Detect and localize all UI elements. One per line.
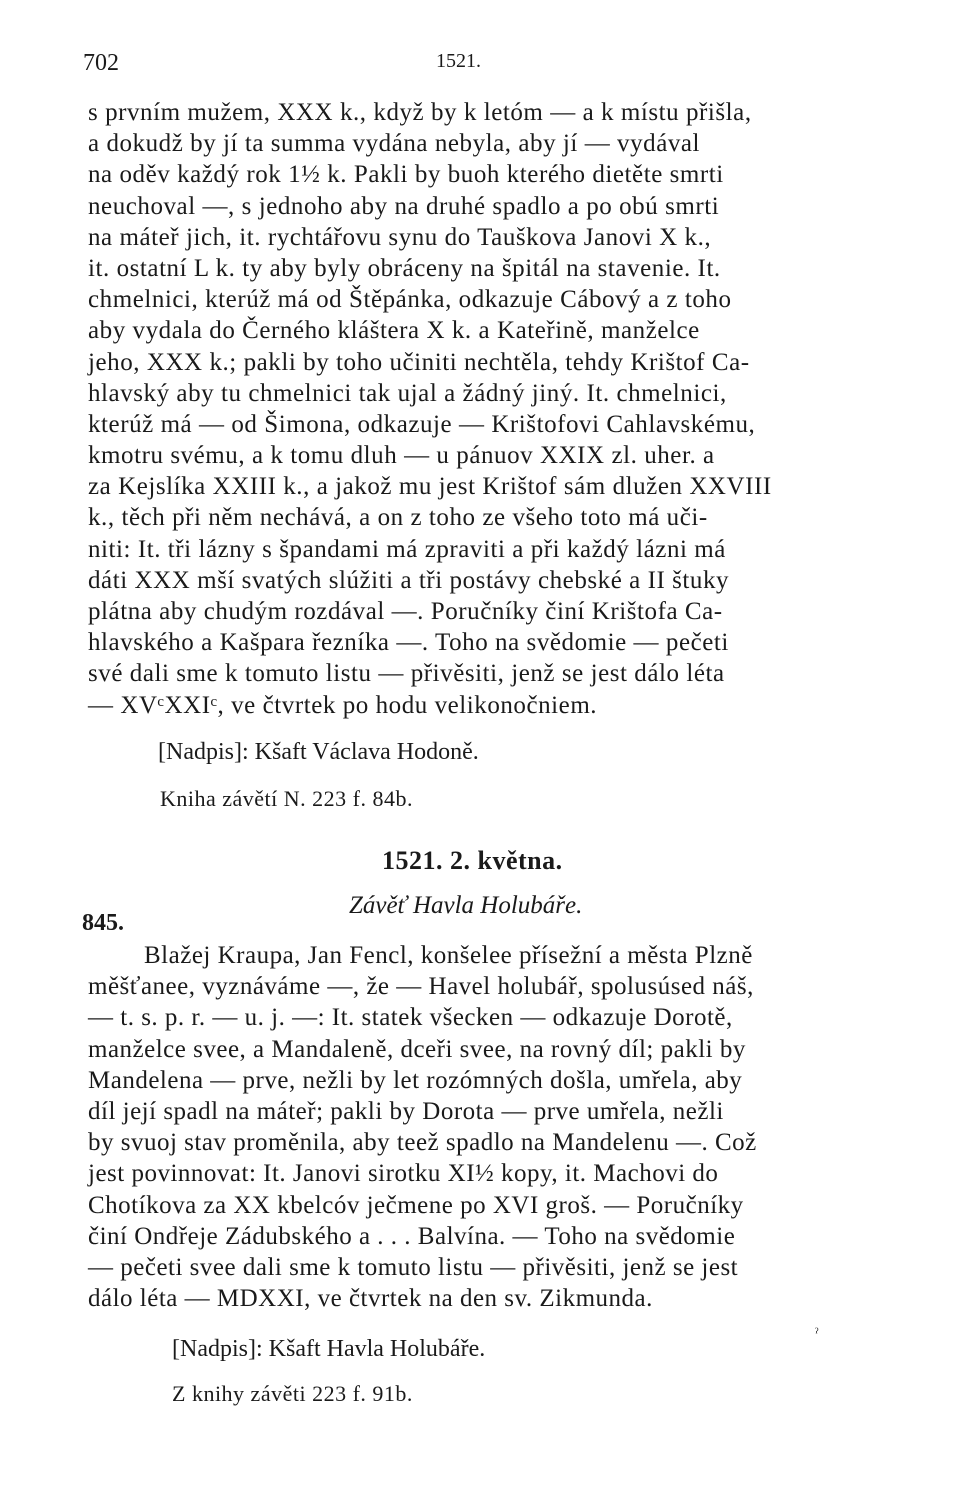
text-line: činí Ondřeje Zádubského a . . . Balvína. — Toho na svědomie	[88, 1222, 736, 1250]
text-line: neuchoval —, s jednoho aby na druhé spadlo a po obú smrti	[88, 192, 720, 220]
entry-844-source: Kniha závětí N. 223 f. 84b.	[160, 786, 413, 811]
text-line: chmelnici, kterúž má od Štěpánka, odkazuje Cábový a z toho	[88, 286, 732, 314]
text-line: manželce svee, a Mandaleně, dceři svee, na rovný díl; pakli by	[88, 1035, 746, 1063]
text-line: své dali sme k tomuto listu — přivěsiti, jenž se jest dálo léta	[88, 660, 725, 688]
text-line: jeho, XXX k.; pakli by toho učiniti nechtěla, tehdy Krištof Ca-	[88, 348, 750, 376]
text-line: na máteř jich, it. rychtářovu synu do Tauškova Janovi X k.,	[88, 223, 712, 251]
text-line: hlavský aby tu chmelnici tak ujal a žádný jiný. It. chmelnici,	[88, 379, 727, 407]
text-line: niti: It. tři lázny s špandami má zpraviti a při každý lázni má	[88, 535, 726, 563]
text-line: a dokudž by jí ta summa vydána nebyla, aby jí — vydával	[88, 130, 701, 158]
text-line: měšťanee, vyznáváme —, že — Havel holubář, spolusúsed náš,	[88, 973, 754, 1001]
text-line: s prvním mužem, XXX k., když by k letóm — a k místu přišla,	[88, 99, 752, 126]
running-year: 1521.	[436, 50, 481, 72]
text-line: Blažej Kraupa, Jan Fencl, konšelee přísežní a města Plzně	[144, 942, 753, 969]
text-line: — pečeti svee dali sme k tomuto listu — přivěsiti, jenž se jest	[88, 1253, 739, 1281]
ink-dot-mark: ˀ	[815, 1326, 819, 1341]
text-line: k., těch při něm nechává, a on z toho ze všeho toto má uči-	[88, 504, 708, 532]
entry-844-nadpis: [Nadpis]: Kšaft Václava Hodoně.	[158, 739, 479, 765]
entry-845-text	[88, 940, 878, 1314]
text-line: — t. s. p. r. — u. j. —: It. statek všecken — odkazuje Dorotě,	[88, 1004, 733, 1032]
entry-845-nadpis: [Nadpis]: Kšaft Havla Holubáře.	[172, 1336, 486, 1362]
text-line: — XVᶜXXIᶜ, ve čtvrtek po hodu velikonočniem.	[88, 691, 598, 719]
entry-844-text	[88, 97, 878, 721]
text-line: kmotru svému, a k tomu dluh — u pánuov XXIX zl. uher. a	[88, 442, 715, 470]
entry-845-source: Z knihy závěti 223 f. 91b.	[172, 1381, 413, 1406]
text-line: jest povinnovat: It. Janovi sirotku XI½ kopy, it. Machovi do	[88, 1160, 719, 1188]
text-line: na oděv každý rok 1½ k. Pakli by buoh kterého dietěte smrti	[88, 161, 724, 189]
text-line: dáti XXX mší svatých slúžiti a tři postávy chebské a II štuky	[88, 566, 730, 594]
text-line: hlavského a Kašpara řezníka —. Toho na svědomie — pečeti	[88, 629, 729, 657]
text-line: kterúž má — od Šimona, odkazuje — Krištofovi Cahlavskému,	[88, 410, 756, 438]
text-line: díl její spadl na máteř; pakli by Dorota — prve umřela, nežli	[88, 1097, 724, 1125]
text-line: dálo léta — MDXXI, ve čtvrtek na den sv. Zikmunda.	[88, 1285, 653, 1313]
text-line: by svuoj stav proměnila, aby teež spadlo na Mandelenu —. Což	[88, 1129, 757, 1157]
text-line: za Kejslíka XXIII k., a jakož mu jest Krištof sám dlužen XXVIII	[88, 473, 772, 501]
text-line: aby vydala do Černého kláštera X k. a Kateřině, manželce	[88, 317, 700, 345]
text-line: it. ostatní L k. ty aby byly obráceny na špitál na stavenie. It.	[88, 254, 721, 282]
entry-number: 845.	[82, 910, 124, 936]
text-line: Mandelena — prve, nežli by let rozómných došla, umřela, aby	[88, 1066, 743, 1094]
entry-title: Závěť Havla Holubáře.	[349, 892, 583, 919]
entry-date: 1521. 2. května.	[382, 846, 563, 875]
page-number: 702	[83, 50, 119, 76]
text-line: plátna aby chudým rozdával —. Poručníky činí Krištofa Ca-	[88, 598, 723, 625]
text-line: Chotíkova za XX kbelcóv ječmene po XVI groš. — Poručníky	[88, 1191, 744, 1219]
